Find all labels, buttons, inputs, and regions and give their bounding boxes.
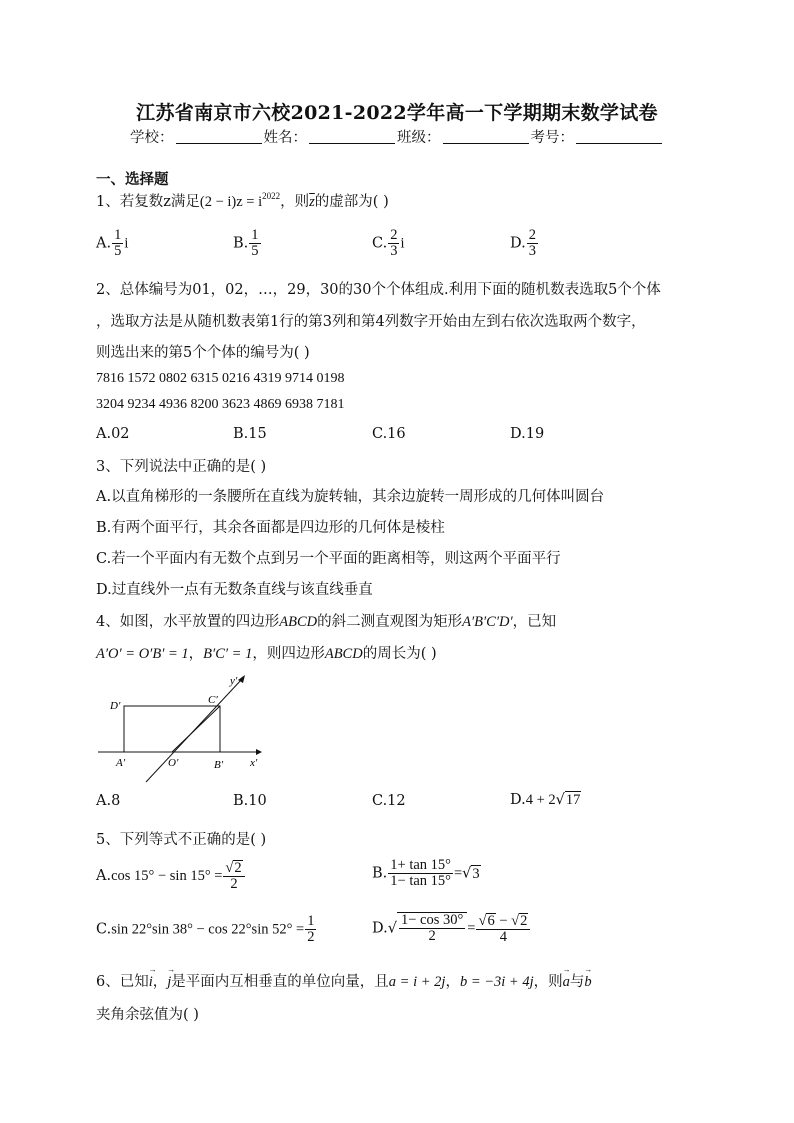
label-y: y′ [230, 675, 238, 687]
q1-option-c[interactable]: C. $\frac{2}{3}$ i [372, 227, 405, 260]
q5-option-b[interactable]: B. $\frac{1+ \tan 15^\circ}{1- \tan 15^\circ}$ =√3 [372, 857, 480, 890]
q4-option-c[interactable]: C.12 [372, 793, 406, 809]
q2-random-table-row1: 7816 1572 0802 6315 0216 4319 9714 0198 [96, 371, 345, 386]
q4-option-b[interactable]: B.10 [233, 793, 267, 809]
q2-option-b[interactable]: B.15 [233, 426, 267, 442]
name-label: 姓名： [263, 130, 307, 146]
q2-stem-line1: 2、总体编号为01，02，…，29，30的30个个体组成.利用下面的随机数表选取5个个体 [96, 282, 661, 298]
q2-random-table-row2: 3204 9234 4936 8200 3623 4869 6938 7181 [96, 397, 345, 412]
q5-option-c[interactable]: C.sin 22°sin 38° − cos 22°sin 52° = $\frac{1}{2}$ [96, 913, 315, 946]
rectangle-abcd-prime [124, 706, 220, 752]
q3-option-c[interactable]: C.若一个平面内有无数个点到另一个平面的距离相等，则这两个平面平行 [96, 551, 561, 567]
q2-stem-line2: ，选取方法是从随机数表第1行的第3列和第4列数字开始由左到右依次选取两个数字， [96, 314, 646, 330]
q5-option-d[interactable]: D.√ $\frac{1- \cos 30^\circ}{2}$ = $\frac{√6 - √2}{4}$ [372, 912, 531, 945]
label-x: x′ [250, 757, 258, 769]
section-heading: 一、选择题 [96, 171, 169, 188]
class-blank[interactable] [443, 129, 529, 144]
number-label: 考号： [530, 130, 574, 146]
q2-stem-line3: 则选出来的第5个个体的编号为( ) [96, 345, 310, 361]
q1-stem: 1、若复数z满足$(2 - i)z = i^{2022}$，则$\overline{z}$的虚部为( ) [96, 191, 389, 210]
label-b: B′ [214, 759, 224, 771]
q3-stem: 3、下列说法中正确的是( ) [96, 459, 267, 475]
label-d: D′ [110, 700, 121, 712]
q1-option-a[interactable]: A. $\frac{1}{5}$ i [96, 227, 129, 260]
label-a: A′ [116, 757, 126, 769]
q6-stem-line1: 6、已知→ i，→ j是平面内互相垂直的单位向量，且a = i + 2j，b = −3i + 4j，则→ a与→ b [96, 970, 592, 991]
label-o: O′ [168, 757, 179, 769]
number-blank[interactable] [576, 129, 662, 144]
x-axis-arrow [256, 749, 262, 755]
q4-option-a[interactable]: A.8 [96, 793, 121, 809]
q2-option-c[interactable]: C.16 [372, 426, 406, 442]
q3-option-d[interactable]: D.过直线外一点有无数条直线与该直线垂直 [96, 582, 373, 598]
exam-title: 江苏省南京市六校2021-2022学年高一下学期期末数学试卷 [136, 102, 658, 124]
q2-option-a[interactable]: A.02 [96, 426, 130, 442]
q4-stem-line2: A′O′ = O′B′ = 1，B′C′ = 1，则四边形ABCD的周长为( ) [96, 646, 437, 662]
q2-option-d[interactable]: D.19 [510, 426, 545, 442]
q3-option-a[interactable]: A.以直角梯形的一条腰所在直线为旋转轴，其余边旋转一周形成的几何体叫圆台 [96, 489, 605, 505]
q3-option-b[interactable]: B.有两个面平行，其余各面都是四边形的几何体是棱柱 [96, 520, 445, 536]
class-label: 班级： [397, 130, 441, 146]
q6-stem-line2: 夹角余弦值为( ) [96, 1007, 199, 1023]
q1-option-b[interactable]: B. $\frac{1}{5}$ [233, 227, 259, 260]
name-blank[interactable] [309, 129, 395, 144]
q4-stem-line1: 4、如图，水平放置的四边形ABCD的斜二测直观图为矩形A′B′C′D′，已知 [96, 614, 557, 630]
diagonal-oc [172, 706, 220, 752]
school-label: 学校： [130, 130, 174, 146]
student-info-line [0, 126, 794, 147]
q4-oblique-figure [96, 672, 266, 787]
q5-stem: 5、下列等式不正确的是( ) [96, 832, 267, 848]
q1-option-d[interactable]: D. $\frac{2}{3}$ [510, 227, 536, 260]
school-blank[interactable] [176, 129, 262, 144]
q5-option-a[interactable]: A.cos 15° − sin 15° = $\frac{√2}{2}$ [96, 860, 246, 892]
label-c: C′ [208, 694, 218, 706]
q4-option-d[interactable]: D.4 + 2√17 [510, 792, 581, 808]
